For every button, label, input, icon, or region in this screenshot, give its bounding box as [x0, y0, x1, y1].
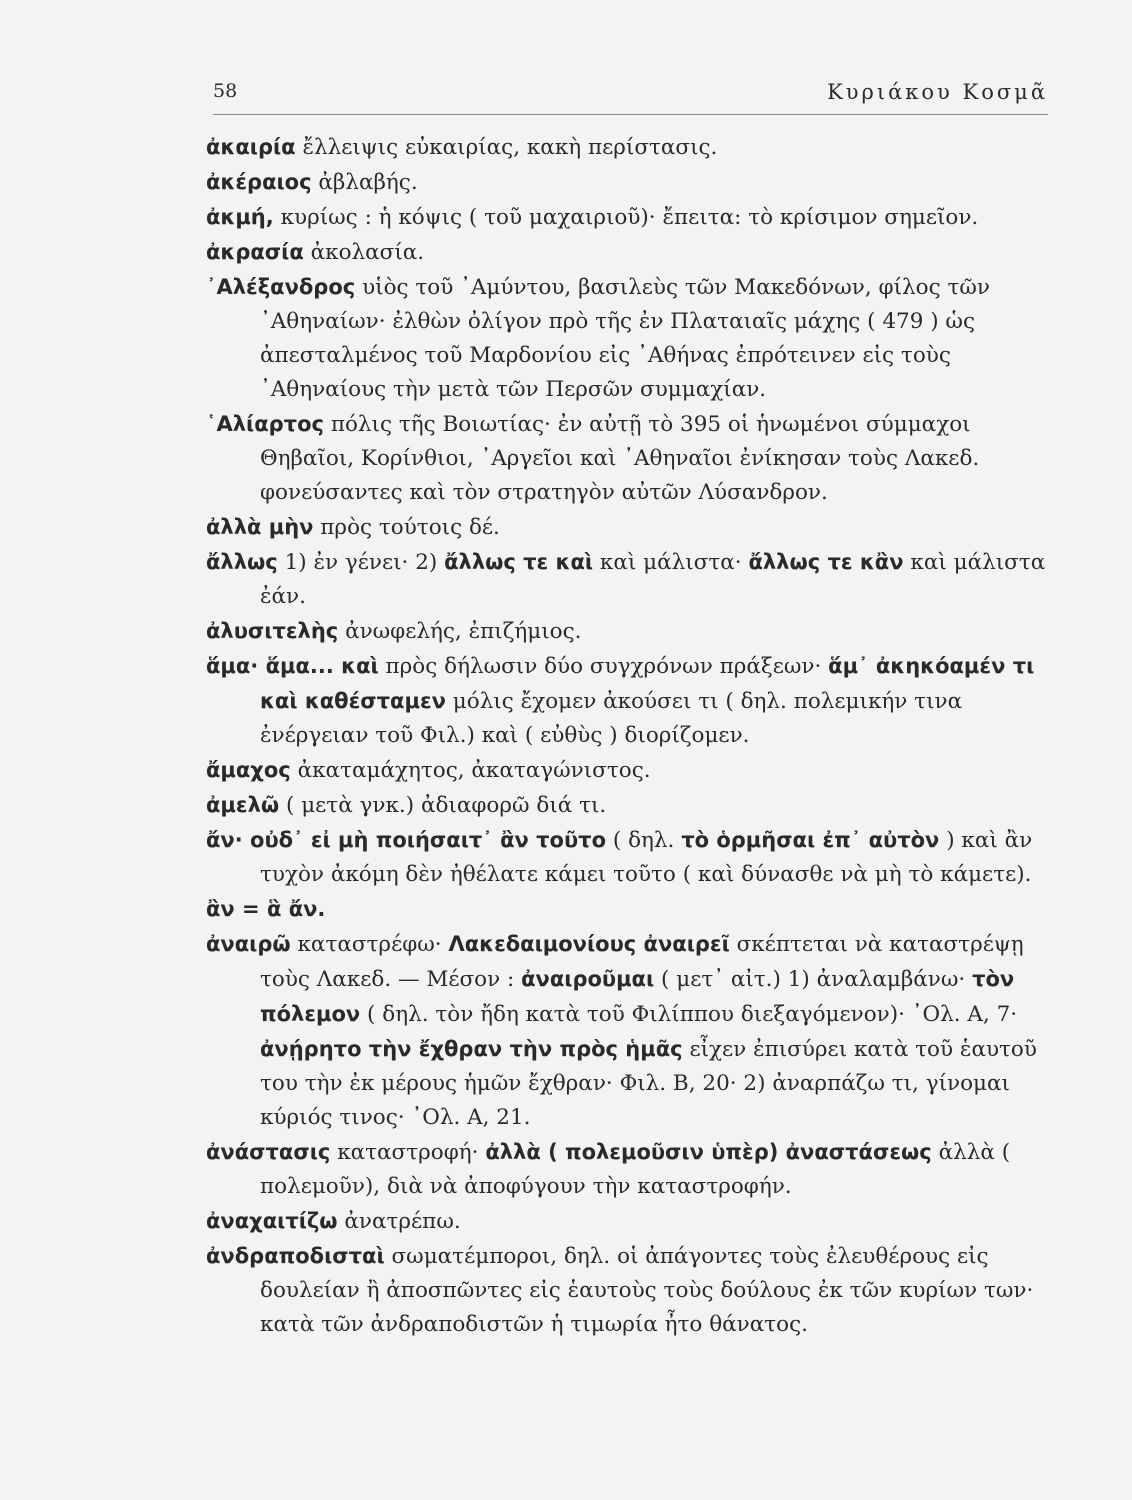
glossary-entry	[206, 1239, 1048, 1342]
glossary-entry	[206, 545, 1048, 614]
entry-term: ἀναιροῦμαι	[521, 967, 655, 991]
entry-term: ἀκμή,	[206, 205, 274, 229]
running-head: Κυριάκου Κοσμᾶ	[827, 80, 1048, 104]
entry-definition: ) καὶ ἂν τυχὸν ἀκόμη δὲν ἠθέλατε κάμει τοῦτο ( καὶ δύνασθε νὰ μὴ τὸ κάμετε).	[260, 828, 1033, 887]
glossary-entry	[206, 649, 1048, 753]
entry-term: ἀνάστασις	[206, 1140, 331, 1164]
entry-definition: υἱὸς τοῦ ᾿Αμύντου, βασιλεὺς τῶν Μακεδόνων, φίλος τῶν ᾿Αθηναίων· ἐλθὼν ὀλίγον πρὸ τῆς ἐν Πλαταιαῖς μάχης ( 479 ) ὡς ἀπεσταλμένος τοῦ Μαρδονίου εἰς ᾿Αθήνας ἐπρότεινεν εἰς τοὺς ᾿Αθηναίους τὴν μετὰ τῶν Περσῶν συμμαχίαν.	[260, 275, 990, 402]
entry-definition: καὶ μάλιστα·	[599, 550, 742, 575]
entry-definition: ἀκαταμάχητος, ἀκαταγώνιστος.	[297, 758, 651, 783]
entry-term: ῾Αλίαρτος	[206, 412, 324, 436]
entry-definition: ἀκολασία.	[310, 240, 425, 265]
entry-term: ἄλλως τε κἂν	[748, 550, 904, 574]
entry-term: ἀναιρῶ	[206, 932, 291, 956]
entry-definition: πρὸς τούτοις δέ.	[320, 515, 500, 540]
glossary-entry	[206, 823, 1048, 892]
entry-definition: ἀνατρέπω.	[344, 1209, 461, 1234]
entry-definition: ( μετὰ γνκ.) ἀδιαφορῶ διά τι.	[285, 793, 607, 818]
glossary-entry	[206, 614, 1048, 649]
entry-term: ἀλλὰ μὴν	[206, 515, 314, 539]
entry-definition: 1) ἐν γένει· 2)	[284, 550, 438, 575]
entry-definition: σωματέμποροι, δηλ. οἱ ἀπάγοντες τοὺς ἐλευθέρους εἰς δουλείαν ἢ ἀποσπῶντες εἰς ἑαυτοὺς τοὺς δούλους ἐκ τῶν κυρίων των· κατὰ τῶν ἀνδραποδιστῶν ἡ τιμωρία ἦτο θάνατος.	[260, 1244, 1034, 1337]
entry-definition: κυρίως : ἡ κόψις ( τοῦ μαχαιριοῦ)· ἔπειτα: τὸ κρίσιμον σημεῖον.	[280, 205, 979, 230]
entry-term: ἄν· οὐδ᾿ εἰ μὴ ποιήσαιτ᾿ ἂν τοῦτο	[206, 828, 606, 852]
entry-definition: ἀλλὰ ( πολεμοῦν), διὰ νὰ ἀποφύγουν τὴν καταστροφήν.	[260, 1140, 1011, 1199]
entry-term: τὸ ὁρμῆσαι ἐπ᾿ αὐτὸν	[681, 828, 940, 852]
entry-term: Λακεδαιμονίους ἀναιρεῖ	[448, 932, 730, 956]
entry-definition: καὶ μάλιστα ἐάν.	[260, 550, 1046, 609]
glossary-entry	[206, 407, 1048, 510]
entry-definition: ( δηλ. τὸν ἤδη κατὰ τοῦ Φιλίππου διεξαγόμενον)· ᾿Ολ. Α, 7·	[367, 1002, 1018, 1027]
entry-definition: πόλις τῆς Βοιωτίας· ἐν αὐτῇ τὸ 395 οἱ ἡνωμένοι σύμμαχοι Θηβαῖοι, Κορίνθιοι, ᾿Αργεῖοι καὶ ᾿Αθηναῖοι ἐνίκησαν τοὺς Λακεδ. φονεύσαντες καὶ τὸν στρατηγὸν αὐτῶν Λύσανδρον.	[260, 412, 980, 505]
glossary-entry	[206, 927, 1048, 1135]
entry-term: ἅμα· ἅμα... καὶ	[206, 654, 379, 678]
page-number: 58	[213, 80, 238, 102]
entry-definition: ἔλλειψις εὐκαιρίας, κακὴ περίστασις.	[302, 135, 718, 160]
entry-definition: καταστροφή·	[337, 1140, 479, 1165]
entry-definition: μόλις ἔχομεν ἀκούσει τι ( δηλ. πολεμικήν τινα ἐνέργειαν τοῦ Φιλ.) καὶ ( εὐθὺς ) διορίζομεν.	[260, 689, 963, 748]
entry-term: ἀμελῶ	[206, 793, 280, 817]
entry-definition: καταστρέφω·	[297, 932, 442, 957]
entry-term: ἄλλως τε καὶ	[444, 550, 594, 574]
entry-term: ἄλλως	[206, 550, 278, 574]
glossary-entry	[206, 165, 1048, 200]
entry-term: ἅμ᾿ ἀκηκόαμέν τι καὶ καθέσταμεν	[260, 654, 1035, 713]
entry-term: ἀκαιρία	[206, 135, 296, 159]
entry-definition: ( μετ᾿ αἰτ.) 1) ἀναλαμβάνω·	[661, 967, 966, 992]
entry-definition: εἶχεν ἐπισύρει κατὰ τοῦ ἑαυτοῦ του τὴν ἐκ μέρους ἡμῶν ἔχθραν· Φιλ. Β, 20· 2) ἀναρπάζω τι, γίνομαι κύριός τινος· ᾿Ολ. Α, 21.	[260, 1037, 1037, 1130]
entry-definition: ἀβλαβής.	[318, 170, 418, 195]
entry-definition: πρὸς δήλωσιν δύο συγχρόνων πράξεων·	[385, 654, 822, 679]
page-header	[213, 80, 1048, 115]
entry-term: τὸν πόλεμον	[260, 967, 1015, 1026]
glossary-entry	[206, 235, 1048, 270]
glossary-entry	[206, 130, 1048, 165]
glossary-entry	[206, 753, 1048, 788]
entry-term: ἀνδραποδισταὶ	[206, 1244, 385, 1268]
entry-term: ἀκέραιος	[206, 170, 312, 194]
entry-term: ἄμαχος	[206, 758, 291, 782]
glossary-entry	[206, 200, 1048, 235]
glossary-entry	[206, 270, 1048, 407]
glossary-entry	[206, 1135, 1048, 1204]
glossary-body	[206, 130, 1048, 1342]
entry-term: ἀλυσιτελὴς	[206, 619, 339, 643]
glossary-entry	[206, 892, 1048, 927]
entry-term: ἂν = ἃ ἄν.	[206, 897, 326, 921]
entry-term: ᾿Αλέξανδρος	[206, 275, 356, 299]
entry-term: ἀκρασία	[206, 240, 304, 264]
glossary-entry	[206, 1204, 1048, 1239]
entry-definition: σκέπτεται νὰ καταστρέψῃ τοὺς Λακεδ. — Μέσον :	[260, 932, 1024, 992]
entry-term: ἀλλὰ ( πολεμοῦσιν ὑπὲρ) ἀναστάσεως	[485, 1140, 932, 1164]
entry-definition: ( δηλ.	[612, 828, 675, 853]
entry-definition: ἀνωφελής, ἐπιζήμιος.	[345, 619, 582, 644]
glossary-entry	[206, 510, 1048, 545]
entry-term: ἀναχαιτίζω	[206, 1209, 338, 1233]
glossary-entry	[206, 788, 1048, 823]
entry-term: ἀνῄρητο τὴν ἔχθραν τὴν πρὸς ἡμᾶς	[260, 1037, 683, 1061]
